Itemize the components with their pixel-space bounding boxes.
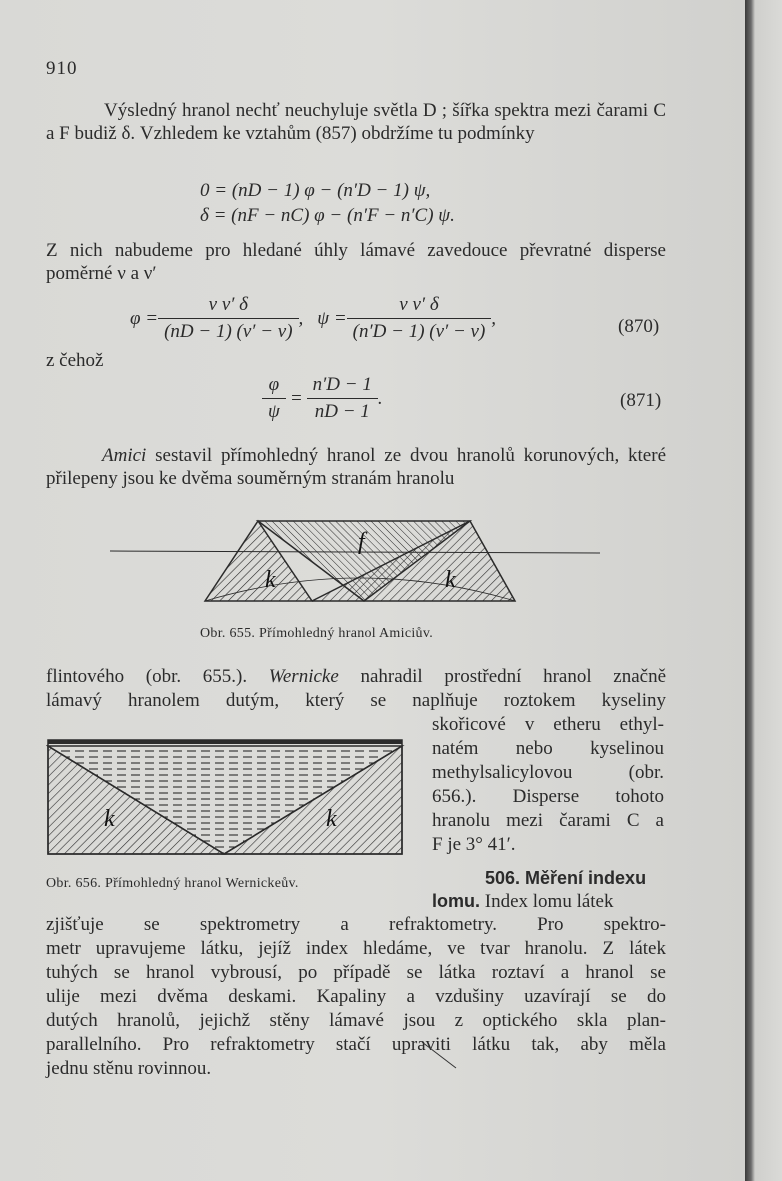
amici-text: sestavil přímohledný hranol ze dvou hranolů korunových, které přilepeny jsou ke dvěma souměrným stranám hranolu: [46, 445, 666, 489]
eq871-rhs-denominator: nD − 1: [314, 401, 370, 422]
eq870-phi-fraction: [158, 294, 298, 343]
wernicke-side-line-3: methylsalicylovou (obr.: [432, 762, 664, 783]
eq870-psi-numerator: ν ν′ δ: [347, 294, 492, 319]
eq870-psi-lhs: ψ =: [317, 307, 347, 329]
para-506-line-4: ulije mezi dvěma deskami. Kapaliny a vzdušiny uzavírají se do: [46, 986, 666, 1007]
wernicke-side-line-5: hranolu mezi čarami C a: [432, 810, 664, 831]
eq871-rhs-fraction: [307, 374, 378, 423]
para-506-line-6: parallelního. Pro refraktometry stačí upraviti látku tak, aby měla: [46, 1034, 666, 1055]
wernicke-side-line-2: natém nebo kyselinou: [432, 738, 664, 759]
z-cehoz-label: z čehož: [46, 350, 104, 371]
eq871-rhs-numerator: n′D − 1: [307, 374, 378, 399]
book-spine: [745, 0, 782, 1181]
pencil-mark: [420, 1040, 460, 1070]
eq870-phi-numerator: ν ν′ δ: [158, 294, 298, 319]
wernicke-name: Wernicke: [268, 666, 339, 687]
eq870-psi-denominator: (n′D − 1) (ν′ − ν): [352, 321, 486, 342]
para-506-line-5: dutých hranolů, jejichž stěny lámavé jsou z optického skla plan-: [46, 1010, 666, 1031]
para-506-line-2: metr upravujeme látku, jejíž index hledáme, ve tvar hranolu. Z látek: [46, 938, 666, 959]
fig655-label-k-left: k: [265, 567, 276, 593]
para-506-line-3: tuhých se hranol vybrousí, po případě se látka roztaví a hranol se: [46, 962, 666, 983]
eq870-phi-denominator: (nD − 1) (ν′ − ν): [164, 321, 293, 342]
section-506-heading-lomu: lomu.: [432, 891, 480, 911]
amici-name: Amici: [102, 445, 147, 466]
intro-paragraph: Výsledný hranol nechť neuchyluje světla D ; šířka spektra mezi čarami C a F budiž δ. Vzhledem ke vztahům (857) obdržíme tu podmínky: [46, 100, 666, 144]
page-number: 910: [46, 58, 78, 79]
section-506-heading: 506. Měření indexu: [485, 868, 647, 888]
figure-655-amici-prism: [110, 515, 610, 610]
equation-number-871: (871): [620, 390, 662, 411]
eq871-lhs-numerator: φ: [262, 374, 286, 399]
eq870-separator: ,: [298, 307, 304, 329]
section-506-heading-rest: Index lomu látek: [480, 891, 614, 912]
eq870-psi-fraction: [347, 294, 492, 343]
fig655-label-k-right: k: [445, 567, 456, 593]
para-506-line-1: zjišťuje se spektrometry a refraktometry. Pro spektro-: [46, 914, 666, 935]
section-506-heading-line-2: [432, 890, 614, 914]
wernicke-side-line-6: F je 3° 41′.: [432, 834, 516, 855]
wernicke-line-1: [46, 666, 666, 689]
figure-655-caption: Obr. 655. Přímohledný hranol Amiciův.: [200, 626, 434, 641]
para-506-last-line: jednu stěnu rovinnou.: [46, 1058, 212, 1079]
wernicke-line1-a: flintového (obr. 655.).: [46, 666, 269, 687]
equation-condition-1: 0 = (nD − 1) φ − (n′D − 1) ψ,: [200, 180, 431, 201]
eq871-lhs-denominator: ψ: [268, 401, 280, 422]
equation-871: [262, 374, 383, 423]
eq870-tail: ,: [491, 307, 497, 329]
equation-870: [130, 294, 496, 343]
eq871-equals: =: [289, 387, 303, 409]
fig656-label-k-right: k: [326, 806, 337, 832]
equation-number-870: (870): [618, 316, 660, 337]
wernicke-side-line-4: 656.). Disperse tohoto: [432, 786, 664, 807]
fig655-label-f: f: [358, 529, 365, 555]
eq870-phi-lhs: φ =: [130, 307, 159, 329]
wernicke-side-line-1: skořicové v etheru ethyl-: [432, 714, 664, 735]
fig656-label-k-left: k: [104, 806, 115, 832]
figure-656-wernicke-prism: [46, 736, 406, 858]
equation-condition-2: δ = (nF − nC) φ − (n′F − n′C) ψ.: [200, 205, 455, 226]
eq871-tail: .: [377, 387, 383, 409]
figure-656-caption: Obr. 656. Přímohledný hranol Wernickeův.: [46, 876, 299, 891]
wernicke-line-2: lámavý hranolem dutým, který se naplňuje roztokem kyseliny: [46, 690, 666, 711]
amici-paragraph: [46, 445, 666, 490]
wernicke-line1-b: nahradil prostřední hranol značně: [338, 666, 667, 687]
eq871-lhs-fraction: [262, 374, 286, 423]
dispersion-paragraph: Z nich nabudeme pro hledané úhly lámavé zavedouce převratné disperse poměrné ν a ν′: [46, 240, 666, 284]
